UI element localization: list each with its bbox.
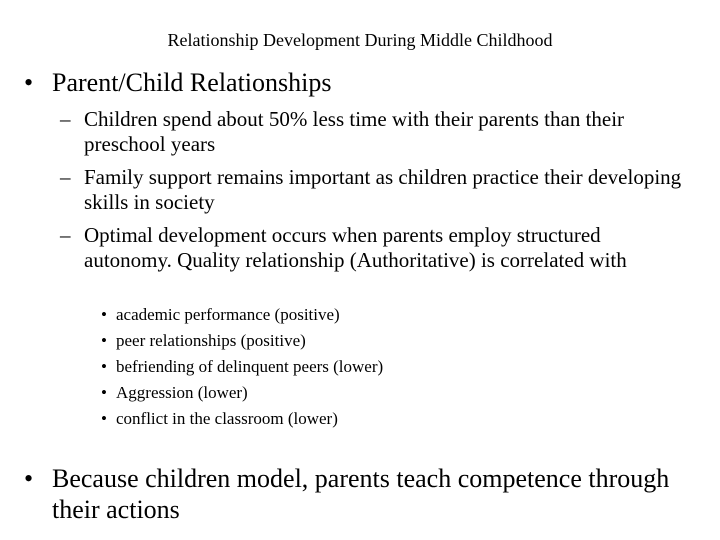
correlate-text: befriending of delinquent peers (lower)	[116, 357, 384, 376]
bullet-text: Because children model, parents teach competence through their actions	[52, 464, 670, 524]
bullet-dot: •	[24, 68, 34, 97]
correlate-text: Aggression (lower)	[116, 383, 248, 402]
correlate-item	[101, 383, 661, 403]
correlate-item	[101, 305, 661, 325]
correlate-bullet: •	[101, 331, 107, 350]
sub-bullet-family-support	[60, 165, 690, 215]
correlate-text: academic performance (positive)	[116, 305, 340, 324]
correlate-bullet: •	[101, 357, 107, 376]
correlate-bullet: •	[101, 409, 107, 428]
correlate-bullet: •	[101, 383, 107, 402]
sub-bullet-time-with-parents	[60, 107, 690, 157]
sub-bullet-dash: –	[60, 223, 71, 247]
sub-bullet-dash: –	[60, 165, 71, 189]
bullet-dot: •	[24, 464, 34, 493]
sub-bullet-text: Children spend about 50% less time with their parents than their preschool years	[84, 107, 625, 156]
slide-title: Relationship Development During Middle Childhood	[167, 30, 553, 50]
bullet-parents-teach-competence	[24, 463, 694, 525]
sub-bullet-optimal-development	[60, 223, 690, 273]
sub-bullet-text: Family support remains important as children practice their developing skills in society	[84, 165, 682, 214]
bullet-text: Parent/Child Relationships	[52, 68, 332, 97]
correlate-bullet: •	[101, 305, 107, 324]
sub-bullet-text: Optimal development occurs when parents employ structured autonomy. Quality relationship (Authoritative) is correlated with	[84, 223, 627, 272]
correlate-text: peer relationships (positive)	[116, 331, 306, 350]
correlate-item	[101, 357, 661, 377]
bullet-parent-child-relationships	[24, 67, 694, 98]
correlate-item	[101, 409, 661, 429]
sub-bullet-dash: –	[60, 107, 71, 131]
correlate-text: conflict in the classroom (lower)	[116, 409, 338, 428]
correlate-item	[101, 331, 661, 351]
